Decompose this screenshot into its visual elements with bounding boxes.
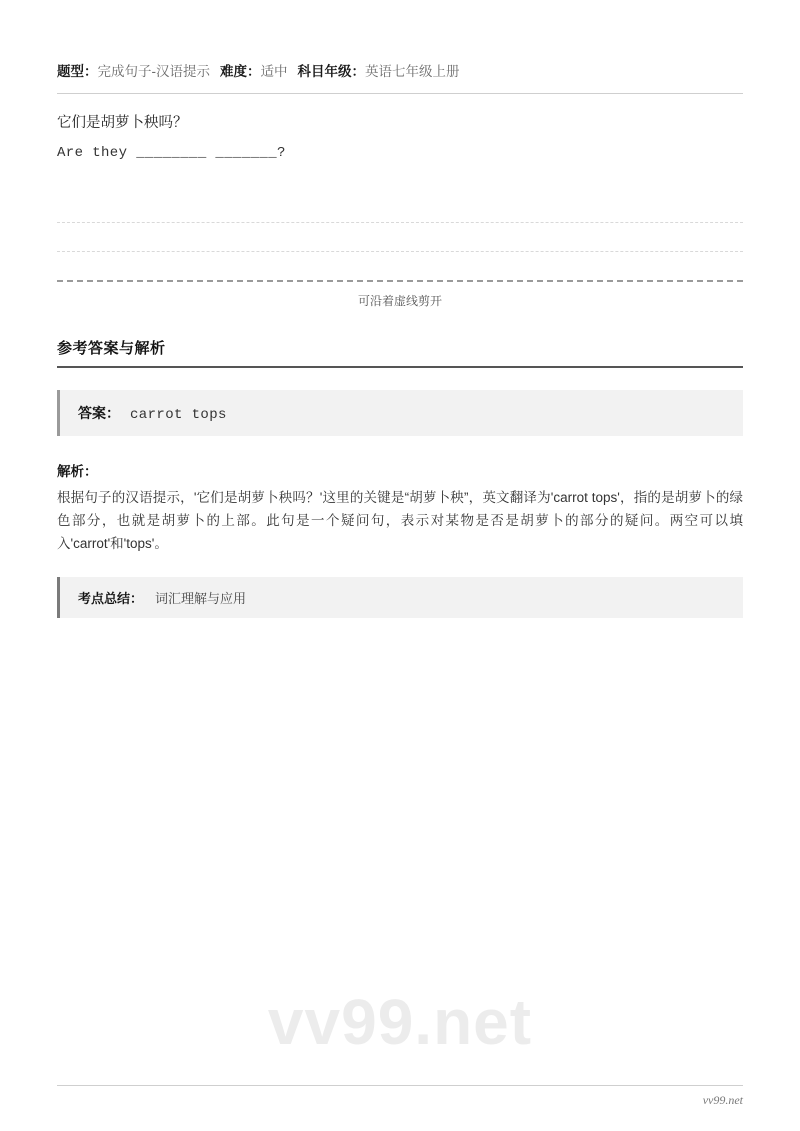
- answer-section-title: 参考答案与解析: [57, 340, 166, 357]
- meta-difficulty-value: 适中: [260, 64, 288, 79]
- cut-here-section: [57, 280, 743, 309]
- answer-value: carrot tops: [130, 407, 227, 423]
- answer-label: 答案：: [78, 405, 120, 421]
- meta-subject-value: 英语七年级上册: [365, 64, 460, 79]
- footer-site-name: vv99.net: [702, 1093, 743, 1107]
- question-english-sentence: Are they ________ _______?: [57, 145, 286, 161]
- meta-type-label: 题型：: [57, 64, 98, 79]
- cut-instruction-text: 可沿着虚线剪开: [357, 294, 442, 308]
- question-meta: [57, 0, 743, 82]
- writing-line-1: [57, 222, 743, 223]
- answer-box: [57, 390, 743, 436]
- key-point-label: 考点总结：: [78, 591, 144, 606]
- answer-writing-area: [57, 222, 743, 252]
- answer-section-divider: [57, 366, 743, 368]
- question-block: [57, 111, 743, 164]
- meta-type-value: 完成句子-汉语提示: [97, 64, 210, 79]
- writing-line-2: [57, 251, 743, 252]
- key-point-summary-box: [57, 577, 743, 618]
- footer-divider: [57, 1085, 743, 1086]
- meta-difficulty-label: 难度：: [220, 64, 261, 79]
- meta-subject-label: 科目年级：: [297, 64, 365, 79]
- header-divider: [57, 93, 743, 94]
- page-watermark: vv99.net: [267, 986, 533, 1058]
- analysis-label: 解析：: [57, 464, 98, 479]
- analysis-text: 根据句子的汉语提示，'它们是胡萝卜秧吗？'这里的关键是“胡萝卜秧”，英文翻译为'carrot tops'，指的是胡萝卜的绿色部分，也就是胡萝卜的上部。此句是一个疑问句，表示对某物是否是胡萝卜的部分的疑问。两空可以填入'carrot'和'tops'。: [57, 490, 743, 551]
- cut-dashed-line: [57, 280, 743, 282]
- key-point-value: 词汇理解与应用: [155, 591, 247, 606]
- question-chinese-prompt: 它们是胡萝卜秧吗？: [57, 115, 188, 131]
